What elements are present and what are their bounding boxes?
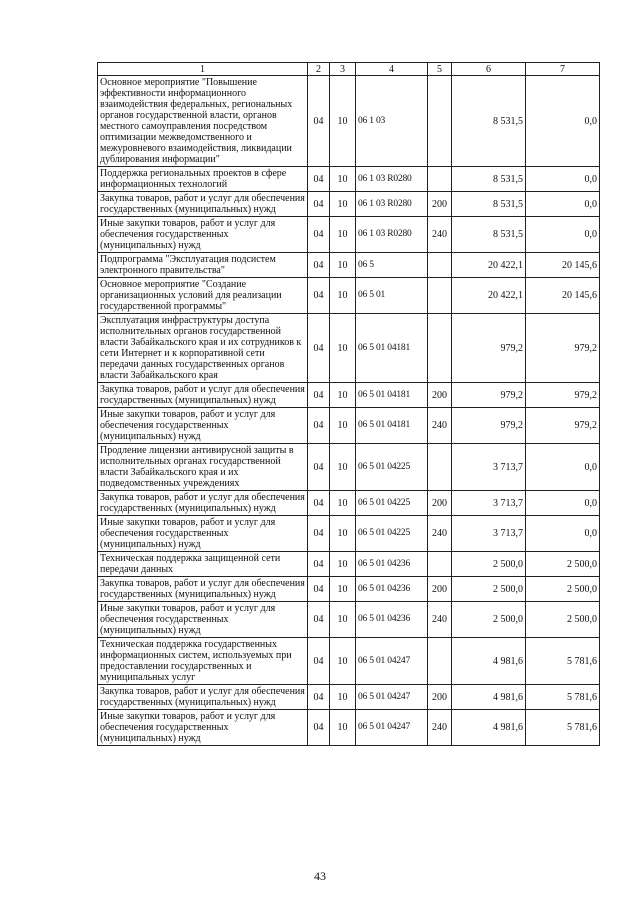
amount-col-6: 20 422,1	[452, 253, 526, 278]
subsection-code: 10	[330, 577, 356, 602]
subsection-code: 10	[330, 552, 356, 577]
section-code: 04	[308, 685, 330, 710]
section-code: 04	[308, 602, 330, 638]
expense-type-code	[428, 278, 452, 314]
amount-col-7: 979,2	[526, 383, 600, 408]
amount-col-6: 979,2	[452, 314, 526, 383]
table-row	[98, 167, 600, 192]
target-article-code: 06 1 03	[356, 76, 428, 167]
subsection-code: 10	[330, 516, 356, 552]
column-header: 2	[308, 63, 330, 76]
expense-type-code: 240	[428, 516, 452, 552]
subsection-code: 10	[330, 710, 356, 746]
expense-type-code: 240	[428, 710, 452, 746]
expense-type-code	[428, 314, 452, 383]
subsection-code: 10	[330, 253, 356, 278]
row-name: Продление лицензии антивирусной защиты в исполнительных органах государственной власти Забайкальского края и их подведомственных учреждениях	[98, 444, 308, 491]
expense-type-code	[428, 253, 452, 278]
page-number: 43	[314, 869, 326, 883]
row-name: Иные закупки товаров, работ и услуг для обеспечения государственных (муниципальных) нужд	[98, 408, 308, 444]
amount-col-6: 8 531,5	[452, 76, 526, 167]
subsection-code: 10	[330, 444, 356, 491]
section-code: 04	[308, 444, 330, 491]
section-code: 04	[308, 76, 330, 167]
target-article-code: 06 5 01 04181	[356, 408, 428, 444]
subsection-code: 10	[330, 278, 356, 314]
expense-type-code	[428, 167, 452, 192]
amount-col-6: 2 500,0	[452, 577, 526, 602]
amount-col-6: 8 531,5	[452, 167, 526, 192]
amount-col-6: 3 713,7	[452, 491, 526, 516]
amount-col-6: 3 713,7	[452, 444, 526, 491]
row-name: Иные закупки товаров, работ и услуг для обеспечения государственных (муниципальных) нужд	[98, 710, 308, 746]
row-name: Поддержка региональных проектов в сфере информационных технологий	[98, 167, 308, 192]
section-code: 04	[308, 638, 330, 685]
target-article-code: 06 1 03 R0280	[356, 192, 428, 217]
expense-type-code: 200	[428, 685, 452, 710]
expense-type-code: 240	[428, 602, 452, 638]
target-article-code: 06 5 01 04247	[356, 638, 428, 685]
section-code: 04	[308, 167, 330, 192]
section-code: 04	[308, 383, 330, 408]
subsection-code: 10	[330, 685, 356, 710]
table-body	[98, 76, 600, 746]
amount-col-6: 2 500,0	[452, 552, 526, 577]
table-row	[98, 552, 600, 577]
target-article-code: 06 5 01 04225	[356, 444, 428, 491]
expense-type-code: 200	[428, 491, 452, 516]
row-name: Закупка товаров, работ и услуг для обеспечения государственных (муниципальных) нужд	[98, 491, 308, 516]
table-row	[98, 710, 600, 746]
table-row	[98, 278, 600, 314]
table-row	[98, 491, 600, 516]
expense-type-code: 200	[428, 577, 452, 602]
section-code: 04	[308, 516, 330, 552]
amount-col-7: 5 781,6	[526, 638, 600, 685]
expense-type-code: 240	[428, 408, 452, 444]
section-code: 04	[308, 491, 330, 516]
column-header: 3	[330, 63, 356, 76]
column-header: 1	[98, 63, 308, 76]
amount-col-6: 979,2	[452, 383, 526, 408]
target-article-code: 06 5 01 04236	[356, 552, 428, 577]
table-row	[98, 408, 600, 444]
table-row	[98, 638, 600, 685]
row-name: Иные закупки товаров, работ и услуг для обеспечения государственных (муниципальных) нужд	[98, 602, 308, 638]
amount-col-7: 0,0	[526, 516, 600, 552]
amount-col-7: 20 145,6	[526, 278, 600, 314]
expense-type-code	[428, 638, 452, 685]
expense-type-code: 200	[428, 383, 452, 408]
budget-table	[97, 62, 600, 746]
amount-col-7: 0,0	[526, 76, 600, 167]
amount-col-7: 979,2	[526, 408, 600, 444]
amount-col-7: 0,0	[526, 192, 600, 217]
amount-col-7: 2 500,0	[526, 577, 600, 602]
expense-type-code: 240	[428, 217, 452, 253]
section-code: 04	[308, 577, 330, 602]
row-name: Иные закупки товаров, работ и услуг для обеспечения государственных (муниципальных) нужд	[98, 217, 308, 253]
row-name: Эксплуатация инфраструктуры доступа исполнительных органов государственной власти Забайкальского края и их сотрудников к сети Интернет и к корпоративной сети передачи данных государственных органов власти Забайкальского края	[98, 314, 308, 383]
table-row	[98, 516, 600, 552]
section-code: 04	[308, 710, 330, 746]
row-name: Техническая поддержка защищенной сети передачи данных	[98, 552, 308, 577]
subsection-code: 10	[330, 192, 356, 217]
subsection-code: 10	[330, 76, 356, 167]
amount-col-7: 0,0	[526, 491, 600, 516]
table-row	[98, 602, 600, 638]
amount-col-6: 4 981,6	[452, 638, 526, 685]
expense-type-code: 200	[428, 192, 452, 217]
target-article-code: 06 5 01	[356, 278, 428, 314]
amount-col-6: 8 531,5	[452, 217, 526, 253]
row-name: Иные закупки товаров, работ и услуг для обеспечения государственных (муниципальных) нужд	[98, 516, 308, 552]
target-article-code: 06 5 01 04236	[356, 602, 428, 638]
table-row	[98, 217, 600, 253]
row-name: Закупка товаров, работ и услуг для обеспечения государственных (муниципальных) нужд	[98, 577, 308, 602]
subsection-code: 10	[330, 314, 356, 383]
target-article-code: 06 5 01 04181	[356, 314, 428, 383]
table-row	[98, 685, 600, 710]
amount-col-7: 5 781,6	[526, 710, 600, 746]
amount-col-7: 2 500,0	[526, 602, 600, 638]
row-name: Закупка товаров, работ и услуг для обеспечения государственных (муниципальных) нужд	[98, 383, 308, 408]
amount-col-7: 0,0	[526, 444, 600, 491]
target-article-code: 06 5 01 04247	[356, 685, 428, 710]
subsection-code: 10	[330, 167, 356, 192]
table-row	[98, 253, 600, 278]
amount-col-6: 2 500,0	[452, 602, 526, 638]
target-article-code: 06 1 03 R0280	[356, 217, 428, 253]
table-row	[98, 444, 600, 491]
target-article-code: 06 5 01 04225	[356, 491, 428, 516]
subsection-code: 10	[330, 491, 356, 516]
amount-col-6: 979,2	[452, 408, 526, 444]
section-code: 04	[308, 552, 330, 577]
subsection-code: 10	[330, 408, 356, 444]
amount-col-6: 4 981,6	[452, 710, 526, 746]
amount-col-7: 979,2	[526, 314, 600, 383]
amount-col-6: 8 531,5	[452, 192, 526, 217]
row-name: Закупка товаров, работ и услуг для обеспечения государственных (муниципальных) нужд	[98, 192, 308, 217]
table-row	[98, 383, 600, 408]
column-header: 4	[356, 63, 428, 76]
subsection-code: 10	[330, 638, 356, 685]
expense-type-code	[428, 76, 452, 167]
row-name: Основное мероприятие "Создание организационных условий для реализации государственной программы"	[98, 278, 308, 314]
amount-col-7: 0,0	[526, 217, 600, 253]
section-code: 04	[308, 217, 330, 253]
row-name: Техническая поддержка государственных информационных систем, используемых при предоставлении государственных и муниципальных услуг	[98, 638, 308, 685]
header-row	[98, 63, 600, 76]
amount-col-6: 20 422,1	[452, 278, 526, 314]
amount-col-6: 3 713,7	[452, 516, 526, 552]
target-article-code: 06 5 01 04181	[356, 383, 428, 408]
section-code: 04	[308, 314, 330, 383]
table-row	[98, 192, 600, 217]
amount-col-7: 5 781,6	[526, 685, 600, 710]
amount-col-7: 20 145,6	[526, 253, 600, 278]
row-name: Подпрограмма "Эксплуатация подсистем электронного правительства"	[98, 253, 308, 278]
column-header: 6	[452, 63, 526, 76]
section-code: 04	[308, 192, 330, 217]
expense-type-code	[428, 552, 452, 577]
target-article-code: 06 5 01 04247	[356, 710, 428, 746]
column-header: 7	[526, 63, 600, 76]
section-code: 04	[308, 253, 330, 278]
column-header: 5	[428, 63, 452, 76]
amount-col-6: 4 981,6	[452, 685, 526, 710]
subsection-code: 10	[330, 602, 356, 638]
target-article-code: 06 1 03 R0280	[356, 167, 428, 192]
amount-col-7: 0,0	[526, 167, 600, 192]
target-article-code: 06 5	[356, 253, 428, 278]
subsection-code: 10	[330, 383, 356, 408]
row-name: Основное мероприятие "Повышение эффективности информационного взаимодействия федеральных, региональных органов государственной власти, органов местного самоуправления посредством оптимизации межведомственного и межуровневого взаимодействия, ликвидации дублирования информации"	[98, 76, 308, 167]
target-article-code: 06 5 01 04225	[356, 516, 428, 552]
table-row	[98, 76, 600, 167]
section-code: 04	[308, 278, 330, 314]
table-row	[98, 314, 600, 383]
amount-col-7: 2 500,0	[526, 552, 600, 577]
row-name: Закупка товаров, работ и услуг для обеспечения государственных (муниципальных) нужд	[98, 685, 308, 710]
section-code: 04	[308, 408, 330, 444]
expense-type-code	[428, 444, 452, 491]
target-article-code: 06 5 01 04236	[356, 577, 428, 602]
subsection-code: 10	[330, 217, 356, 253]
table-row	[98, 577, 600, 602]
